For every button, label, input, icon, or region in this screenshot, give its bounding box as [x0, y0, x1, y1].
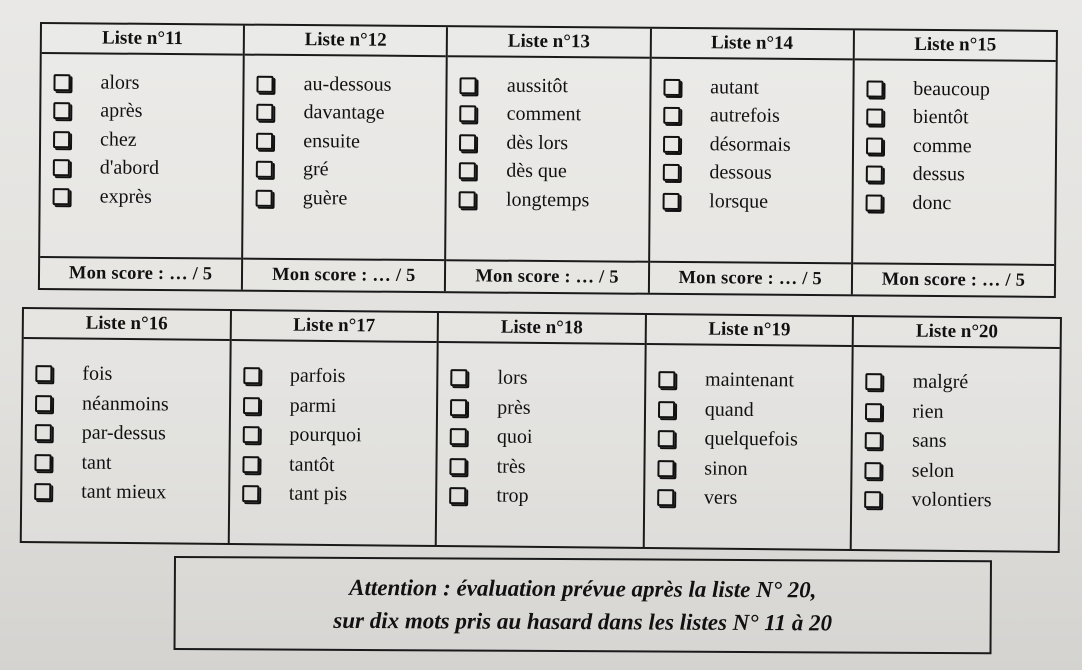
word-item [450, 363, 644, 394]
word-label: davantage [303, 101, 385, 124]
spelling-lists-table-top [38, 22, 1058, 298]
checkbox[interactable] [256, 161, 273, 178]
checkbox[interactable] [256, 132, 273, 149]
word-item [663, 130, 852, 160]
score-label: Mon score : … / 5 [853, 262, 1054, 296]
word-label: comme [912, 134, 972, 158]
word-label: maintenant [705, 368, 795, 392]
word-label: néanmoins [81, 392, 169, 416]
list-column [437, 313, 647, 547]
word-label: selon [911, 459, 955, 482]
checkbox[interactable] [257, 75, 274, 92]
checkbox[interactable] [662, 164, 679, 181]
word-item [256, 155, 445, 185]
list-column [852, 317, 1060, 551]
word-label: par-dessus [81, 421, 166, 445]
checkbox[interactable] [865, 403, 882, 420]
list-column [40, 24, 245, 290]
word-label: dessous [709, 161, 772, 185]
score-label: Mon score : … / 5 [40, 256, 241, 290]
word-label: malgré [912, 370, 969, 394]
list-column [446, 27, 651, 293]
checkbox[interactable] [866, 137, 883, 154]
checkbox[interactable] [34, 483, 51, 500]
word-label: autrefois [709, 104, 780, 128]
word-label: bientôt [913, 106, 969, 129]
list-title: Liste n°16 [24, 309, 230, 341]
checkbox[interactable] [53, 74, 70, 91]
score-label: Mon score : … / 5 [650, 261, 851, 295]
word-item [449, 481, 643, 512]
word-label: sinon [704, 457, 748, 480]
checkbox[interactable] [450, 399, 467, 416]
word-list [22, 339, 230, 543]
checkbox[interactable] [242, 456, 259, 473]
word-item [657, 424, 851, 455]
checkbox[interactable] [865, 194, 882, 211]
checkbox[interactable] [242, 426, 259, 443]
checkbox[interactable] [35, 424, 52, 441]
word-item [243, 361, 437, 392]
word-item [460, 71, 649, 101]
word-item [657, 483, 851, 514]
checkbox[interactable] [450, 428, 467, 445]
word-item [866, 74, 1055, 104]
word-label: quand [704, 398, 754, 421]
word-label: autant [710, 76, 760, 99]
word-label: quelquefois [704, 427, 798, 451]
word-list [437, 343, 645, 547]
word-label: comment [506, 102, 582, 126]
word-label: quoi [496, 425, 533, 449]
word-label: près [497, 396, 531, 419]
word-item [450, 393, 644, 424]
word-label: tant [81, 451, 112, 474]
word-item [53, 182, 242, 212]
checkbox[interactable] [459, 163, 476, 180]
word-item [242, 420, 436, 451]
checkbox[interactable] [663, 107, 680, 124]
list-title: Liste n°14 [651, 29, 852, 61]
evaluation-notice [174, 556, 992, 654]
checkbox[interactable] [662, 193, 679, 210]
checkbox[interactable] [865, 432, 882, 449]
checkbox[interactable] [657, 460, 674, 477]
word-label: au-dessous [303, 72, 392, 96]
word-label: désormais [709, 133, 791, 156]
word-item [450, 452, 644, 483]
checkbox[interactable] [242, 485, 259, 502]
word-label: dès lors [506, 131, 569, 154]
word-list [853, 60, 1056, 264]
word-item [34, 477, 228, 508]
word-label: exprès [99, 185, 152, 208]
checkbox[interactable] [866, 109, 883, 126]
word-label: chez [99, 128, 137, 151]
word-list [243, 56, 446, 260]
word-item [459, 185, 648, 215]
word-label: tant pis [288, 482, 348, 506]
word-item [459, 157, 648, 187]
notice-line: sur dix mots pris au hasard dans les listes N° 11 à 20 [333, 607, 833, 636]
checkbox[interactable] [866, 373, 883, 390]
checkbox[interactable] [450, 458, 467, 475]
list-title: Liste n°19 [646, 315, 852, 347]
checkbox[interactable] [256, 189, 273, 206]
word-item [242, 479, 436, 510]
word-item [663, 73, 852, 103]
word-item [256, 127, 445, 157]
word-item [662, 158, 851, 188]
word-item [256, 98, 445, 128]
word-label: alors [100, 71, 140, 94]
list-title: Liste n°20 [854, 317, 1060, 349]
checkbox[interactable] [657, 430, 674, 447]
list-title: Liste n°12 [245, 26, 446, 58]
checkbox[interactable] [449, 487, 466, 504]
word-item [658, 365, 852, 396]
list-title: Liste n°18 [439, 313, 645, 345]
word-item [866, 131, 1055, 161]
word-item [243, 391, 437, 422]
checkbox[interactable] [450, 369, 467, 386]
list-column [650, 29, 855, 295]
list-title: Liste n°11 [42, 24, 243, 56]
list-title: Liste n°15 [855, 30, 1056, 62]
checkbox[interactable] [243, 367, 260, 384]
word-label: parfois [289, 364, 346, 388]
word-item [657, 454, 851, 485]
checkbox[interactable] [663, 136, 680, 153]
word-list [229, 341, 437, 545]
list-title: Liste n°17 [231, 311, 437, 343]
word-label: lors [497, 366, 528, 390]
word-label: lorsque [709, 190, 769, 213]
word-item [866, 103, 1055, 133]
word-item [663, 101, 852, 131]
word-item [450, 422, 644, 453]
list-column [645, 315, 855, 549]
word-label: dessus [912, 163, 965, 186]
checkbox[interactable] [658, 401, 675, 418]
word-label: sans [912, 429, 947, 453]
word-label: très [496, 455, 526, 478]
word-list [40, 54, 243, 258]
checkbox[interactable] [34, 454, 51, 471]
word-item [662, 187, 851, 217]
word-item [35, 389, 229, 420]
word-label: vers [703, 486, 738, 510]
checkbox[interactable] [864, 491, 881, 508]
checkbox[interactable] [35, 365, 52, 382]
checkbox[interactable] [663, 79, 680, 96]
word-item [257, 70, 446, 100]
checkbox[interactable] [53, 131, 70, 148]
word-label: trop [496, 484, 529, 508]
word-item [864, 485, 1058, 516]
word-item [35, 418, 229, 449]
word-label: rien [912, 400, 944, 423]
notice-line: Attention : évaluation prévue après la liste N° 20, [349, 574, 817, 603]
word-label: volontiers [911, 488, 992, 512]
word-label: fois [82, 362, 113, 386]
checkbox[interactable] [459, 134, 476, 151]
word-label: tant mieux [81, 480, 167, 504]
word-list [852, 347, 1060, 551]
list-column [22, 309, 232, 543]
checkbox[interactable] [865, 462, 882, 479]
word-label: dès que [506, 159, 567, 183]
word-list [447, 57, 650, 261]
checkbox[interactable] [460, 106, 477, 123]
word-item [34, 448, 228, 479]
word-list [645, 345, 853, 549]
word-label: beaucoup [913, 77, 991, 101]
checkbox[interactable] [53, 102, 70, 119]
word-item [53, 68, 242, 98]
checkbox[interactable] [459, 191, 476, 208]
word-item [865, 456, 1059, 487]
word-item [53, 154, 242, 184]
score-label: Mon score : … / 5 [446, 259, 647, 293]
checkbox[interactable] [866, 80, 883, 97]
word-list [650, 59, 853, 263]
checkbox[interactable] [866, 166, 883, 183]
list-title: Liste n°13 [448, 27, 649, 59]
word-item [53, 125, 242, 155]
word-label: d'abord [99, 156, 160, 180]
word-label: après [100, 99, 143, 123]
word-item [658, 395, 852, 426]
word-label: tantôt [288, 453, 335, 476]
word-label: parmi [289, 394, 337, 417]
word-item [460, 100, 649, 130]
word-item [866, 367, 1060, 398]
word-label: aussitôt [506, 74, 569, 97]
word-item [242, 450, 436, 481]
word-label: ensuite [303, 129, 361, 153]
spelling-lists-table-bottom [20, 307, 1062, 553]
word-item [53, 97, 242, 127]
word-item [35, 359, 229, 390]
list-column [853, 30, 1056, 296]
checkbox[interactable] [53, 159, 70, 176]
word-label: donc [912, 191, 952, 214]
word-label: longtemps [505, 188, 590, 212]
checkbox[interactable] [657, 489, 674, 506]
word-item [256, 184, 445, 214]
word-label: gré [302, 158, 329, 181]
checkbox[interactable] [460, 77, 477, 94]
checkbox[interactable] [243, 397, 260, 414]
word-item [865, 426, 1059, 457]
score-label: Mon score : … / 5 [243, 258, 444, 292]
word-label: pourquoi [289, 423, 362, 447]
word-item [866, 160, 1055, 190]
checkbox[interactable] [53, 188, 70, 205]
word-item [865, 188, 1054, 218]
checkbox[interactable] [658, 371, 675, 388]
word-item [865, 397, 1059, 428]
word-label: guère [302, 186, 348, 210]
list-column [243, 26, 448, 292]
checkbox[interactable] [35, 395, 52, 412]
list-column [229, 311, 439, 545]
checkbox[interactable] [256, 104, 273, 121]
word-item [459, 128, 648, 158]
